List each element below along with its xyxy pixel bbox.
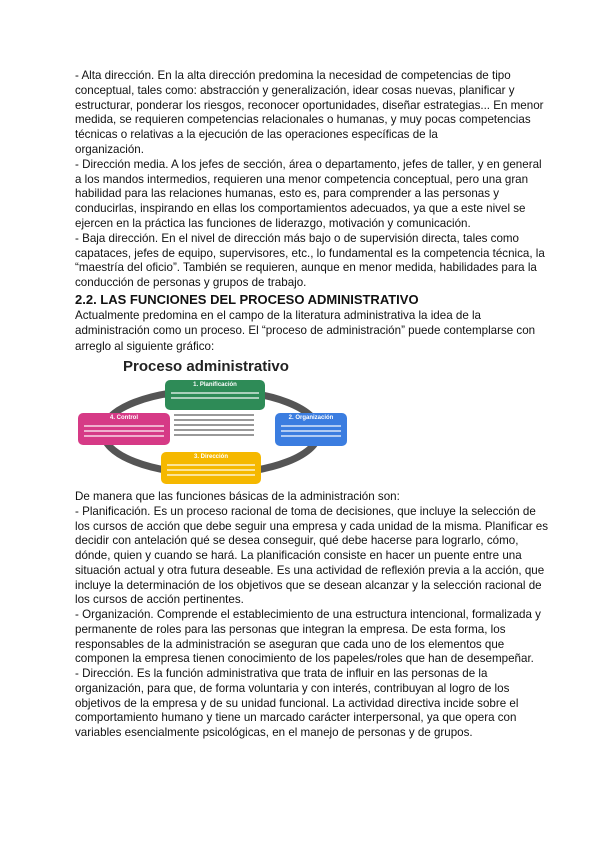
step-direccion <box>161 452 261 484</box>
text-line: variables esencialmente psicológicas, en el manejo de personas y de grupos. <box>75 726 473 739</box>
text-line: ejercen en la práctica las funciones de liderazgo, motivación y comunicación. <box>75 216 471 230</box>
text-line: decidir con antelación qué se desea conseguir, qué debe hacerse para lograrlo, cómo, <box>75 534 519 548</box>
text-line: medida, se requieren competencias relacionales o humanas, y muy pocas competencias <box>75 113 531 127</box>
step-title: 2. Organización <box>288 415 334 421</box>
text-line: organización. <box>75 142 144 156</box>
text-line: arreglo al siguiente gráfico: <box>75 339 215 353</box>
text-line: “maestría del oficio”. También se requieren, aunque en menor medida, habilidades para la <box>75 261 537 275</box>
step-title: 4. Control <box>110 415 138 421</box>
text-line: - Alta dirección. En la alta dirección predomina la necesidad de competencias de tipo <box>75 69 511 82</box>
intro-paragraph <box>75 308 545 354</box>
text-line: Actualmente predomina en el campo de la literatura administrativa la idea de la <box>75 309 482 322</box>
text-line: estructurar, ponderar los riesgos, reconocer oportunidades, diseñar estrategias... En menor <box>75 98 544 112</box>
text-line: situación actual y otra futura deseable. Es una actividad de reflexión previa a la acción, que <box>75 563 545 577</box>
text-line: conceptual, tales como: abstracción y generalización, idear cosas nuevas, planificar y <box>75 83 515 97</box>
text-line: - Organización. Comprende el establecimiento de una estructura intencional, formalizada y <box>75 608 541 621</box>
diagram-center-text <box>174 414 254 439</box>
text-line: técnicas o relativas a la ejecución de las operaciones específicas de la <box>75 128 438 142</box>
diagram-title: Proceso administrativo <box>123 358 289 375</box>
proceso-administrativo-diagram <box>78 356 348 486</box>
text-line: objetivos de la empresa y de su unidad funcional. La actividad directiva incide sobre el <box>75 696 519 710</box>
step-planificacion <box>165 380 265 410</box>
step-title: 3. Dirección <box>193 454 228 460</box>
alta-media-baja-direccion-text <box>75 69 545 291</box>
text-line: - Dirección media. A los jefes de sección, área o departamento, jefes de taller, y en general <box>75 157 542 171</box>
text-line: dónde, quien y cuando se hará. La planificación consiste en hacer un puente entre una <box>75 549 522 562</box>
text-line: - Dirección. Es la función administrativa que trata de influir en las personas de la <box>75 667 488 680</box>
funciones-basicas-text <box>75 490 549 741</box>
section-heading: 2.2. LAS FUNCIONES DEL PROCESO ADMINISTRATIVO <box>75 292 419 307</box>
text-line: los cursos de acción pertinentes. <box>75 593 244 607</box>
text-line: comportamiento humano y tiene un marcado carácter interpersonal, ya que opera con <box>75 711 517 725</box>
text-line: - Baja dirección. En el nivel de dirección más bajo o de supervisión directa, tales como <box>75 231 520 245</box>
text-line: organización, para que, de forma voluntaria y con interés, contribuyan al logro de los <box>75 681 510 695</box>
text-line: administración como un proceso. El “proceso de administración” puede contemplarse con <box>75 324 536 338</box>
text-line: - Planificación. Es un proceso racional de toma de decisiones, que incluye la selección de <box>75 504 536 518</box>
step-title: 1. Planificación <box>193 382 237 388</box>
text-line: a los mandos intermedios, requieren una menor competencia conceptual, pero una gran <box>75 172 529 186</box>
text-line: De manera que las funciones básicas de la administración son: <box>75 490 400 503</box>
step-organizacion <box>275 413 347 446</box>
text-line: habilidad para las relaciones humanas, esto es, para comprender a las personas y <box>75 187 500 201</box>
text-line: responsables de la administración se aseguran que cada uno de los elementos que <box>75 637 505 651</box>
step-control <box>78 413 170 445</box>
text-line: componen la empresa tienen conocimiento de los papeles/roles que han de desempeñar. <box>75 652 534 666</box>
text-line: permanente de roles para las personas que integran la empresa. De esta forma, los <box>75 622 506 636</box>
text-line: capataces, jefes de equipo, supervisores, etc., lo fundamental es la competencia técnica, la <box>75 246 545 260</box>
text-line: conducirlas, inspirando en ellas los comportamientos adecuados, ya que a este nivel se <box>75 202 526 216</box>
text-line: incluye la determinación de los objetivos que se desean alcanzar y la selección racional de <box>75 578 542 592</box>
text-line: los cursos de acción que debe seguir una empresa y cada unidad de la misma. Planificar es <box>75 519 549 533</box>
text-line: conducción de personas y grupos de trabajo. <box>75 276 307 290</box>
